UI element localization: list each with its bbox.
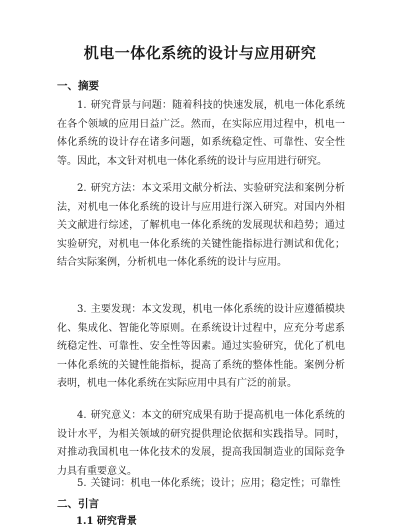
item-number: 5. xyxy=(77,478,87,489)
item-text: 研究方法：本文采用文献分析法、实验研究法和案例分析法，对机电一体化系统的设计与应用进行深入研究。对国内外相关文献进行综述，了解机电一体化系统的发展现状和趋势；通过实验研究，对机电一体化系统的关键性能指标进行测试和优化；结合实际案例，分析机电一体化系统的设计与应用。 xyxy=(57,183,345,269)
item-text: 研究背景与问题：随着科技的快速发展，机电一体化系统在各个领域的应用日益广泛。然而，在实际应用过程中，机电一体化系统的设计存在诸多问题，如系统稳定性、可靠性、安全性等。因此，本文针对机电一体化系统的设计与应用进行研究。 xyxy=(57,100,345,167)
item-text: 主要发现：本文发现，机电一体化系统的设计应遵循模块化、集成化、智能化等原则。在系统设计过程中，应充分考虑系统稳定性、可靠性、安全性等因素。通过实验研究，优化了机电一体化系统的关键性能指标，提高了系统的整体性能。案例分析表明，机电一体化系统在实际应用中具有广泛的前景。 xyxy=(57,304,345,390)
item-number: 2. xyxy=(77,183,87,194)
section-heading-abstract: 一、摘要 xyxy=(57,80,99,92)
item-number: 1. xyxy=(77,100,87,111)
abstract-item-5-keywords xyxy=(57,475,345,494)
subsection-heading-background: 1.1 研究背景 xyxy=(76,516,137,527)
section-heading-introduction: 二、引言 xyxy=(57,498,99,510)
item-text: 关键词：机电一体化系统；设计；应用；稳定性；可靠性 xyxy=(90,478,341,489)
abstract-item-4 xyxy=(57,407,345,481)
item-number: 4. xyxy=(77,410,87,421)
abstract-item-1 xyxy=(57,97,345,171)
abstract-item-2 xyxy=(57,180,345,273)
document-title: 机电一体化系统的设计与应用研究 xyxy=(83,44,317,62)
item-number: 3. xyxy=(77,304,87,315)
abstract-item-3 xyxy=(57,301,345,394)
item-text: 研究意义：本文的研究成果有助于提高机电一体化系统的设计水平，为相关领域的研究提供理论依据和实践指导。同时，对推动我国机电一体化技术的发展，提高我国制造业的国际竞争力具有重要意义。 xyxy=(57,410,345,477)
